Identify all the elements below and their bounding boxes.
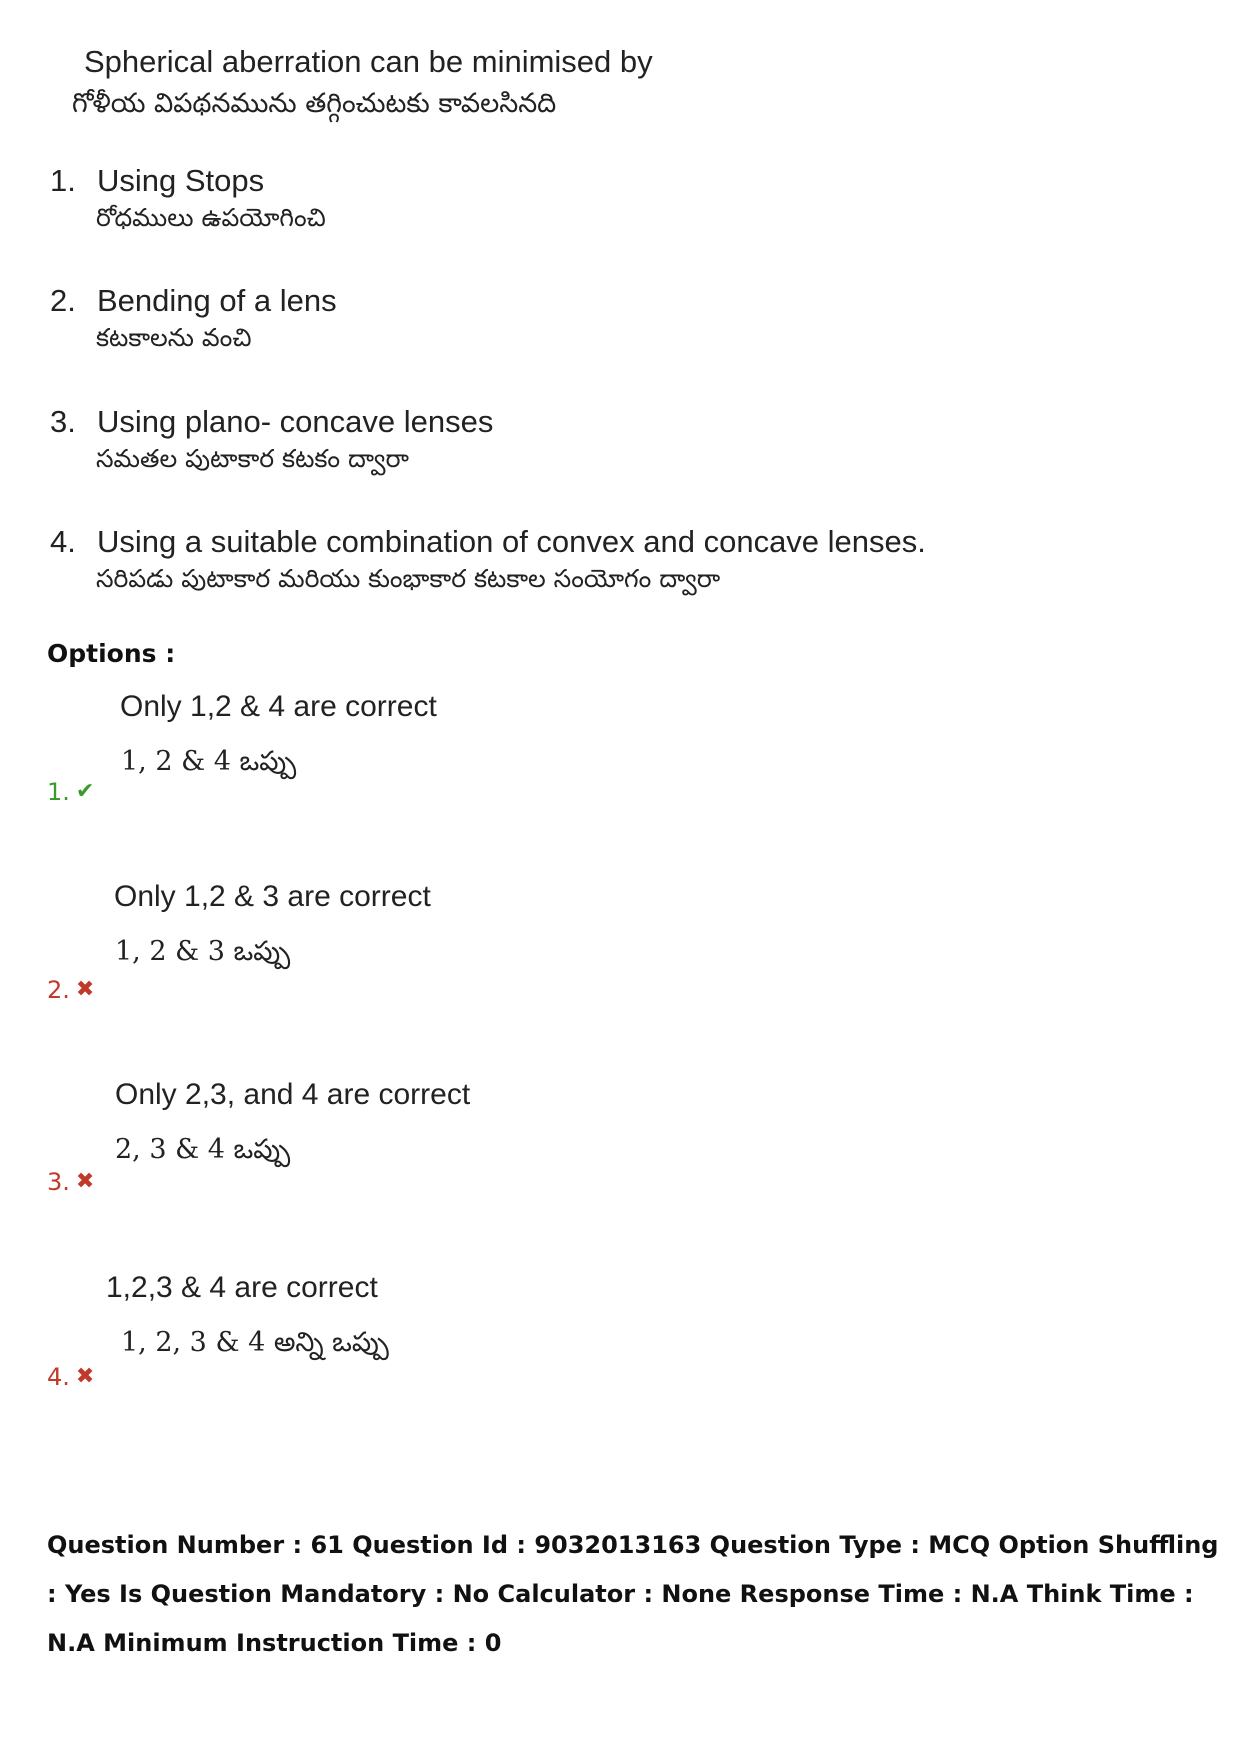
option-marker (47, 778, 94, 806)
cross-icon: ✖ (75, 1364, 95, 1389)
option-marker (47, 1168, 94, 1196)
option-text-en: 1,2,3 & 4 are correct (106, 1271, 378, 1304)
option-text-te: 1, 2 & 4 ఒప్పు (121, 746, 297, 777)
statement-number: 1. (50, 163, 76, 198)
check-icon: ✔ (75, 779, 95, 804)
cross-icon: ✖ (75, 977, 95, 1002)
option-marker (47, 976, 94, 1004)
option-number: 2. (47, 976, 70, 1004)
statement-text-te: రోధములు ఉపయోగించి (96, 203, 326, 232)
options-label: Options : (47, 639, 176, 668)
option-text-en: Only 1,2 & 4 are correct (120, 690, 437, 723)
option-marker (47, 1363, 94, 1391)
statement-text-te: సరిపడు పుటాకార మరియు కుంభాకార కటకాల సంయోగం ద్వారా (96, 564, 721, 593)
statement-number: 4. (50, 524, 76, 559)
statement-text-en: Using Stops (97, 163, 265, 198)
statement-text-te: సమతల పుటాకార కటకం ద్వారా (96, 444, 409, 473)
option-number: 1. (47, 778, 70, 806)
option-text-te: 1, 2 & 3 ఒప్పు (115, 936, 291, 967)
option-text-en: Only 1,2 & 3 are correct (114, 880, 431, 913)
question-meta: Question Number : 61 Question Id : 9032013163 Question Type : MCQ Option Shuffling : Yes Is Question Mandatory : No Calculator : None Response Time : N.A Think Time : N.A Minimum Instruction Time : 0 (47, 1531, 1219, 1657)
statement-number: 3. (50, 404, 76, 439)
statement-number: 2. (50, 283, 76, 318)
option-number: 3. (47, 1168, 70, 1196)
option-number: 4. (47, 1363, 70, 1391)
question-title-te: గోళీయ విపథనమును తగ్గించుటకు కావలసినది (72, 88, 557, 119)
option-text-en: Only 2,3, and 4 are correct (115, 1078, 471, 1111)
statement-text-te: కటకాలను వంచి (96, 323, 252, 352)
question-title-en: Spherical aberration can be minimised by (84, 44, 653, 79)
option-text-te: 2, 3 & 4 ఒప్పు (115, 1134, 291, 1165)
cross-icon: ✖ (75, 1169, 95, 1194)
statement-text-en: Using plano- concave lenses (97, 404, 494, 439)
statement-text-en: Bending of a lens (97, 283, 337, 318)
statement-text-en: Using a suitable combination of convex and concave lenses. (97, 524, 926, 559)
option-text-te: 1, 2, 3 & 4 అన్ని ఒప్పు (121, 1327, 389, 1358)
